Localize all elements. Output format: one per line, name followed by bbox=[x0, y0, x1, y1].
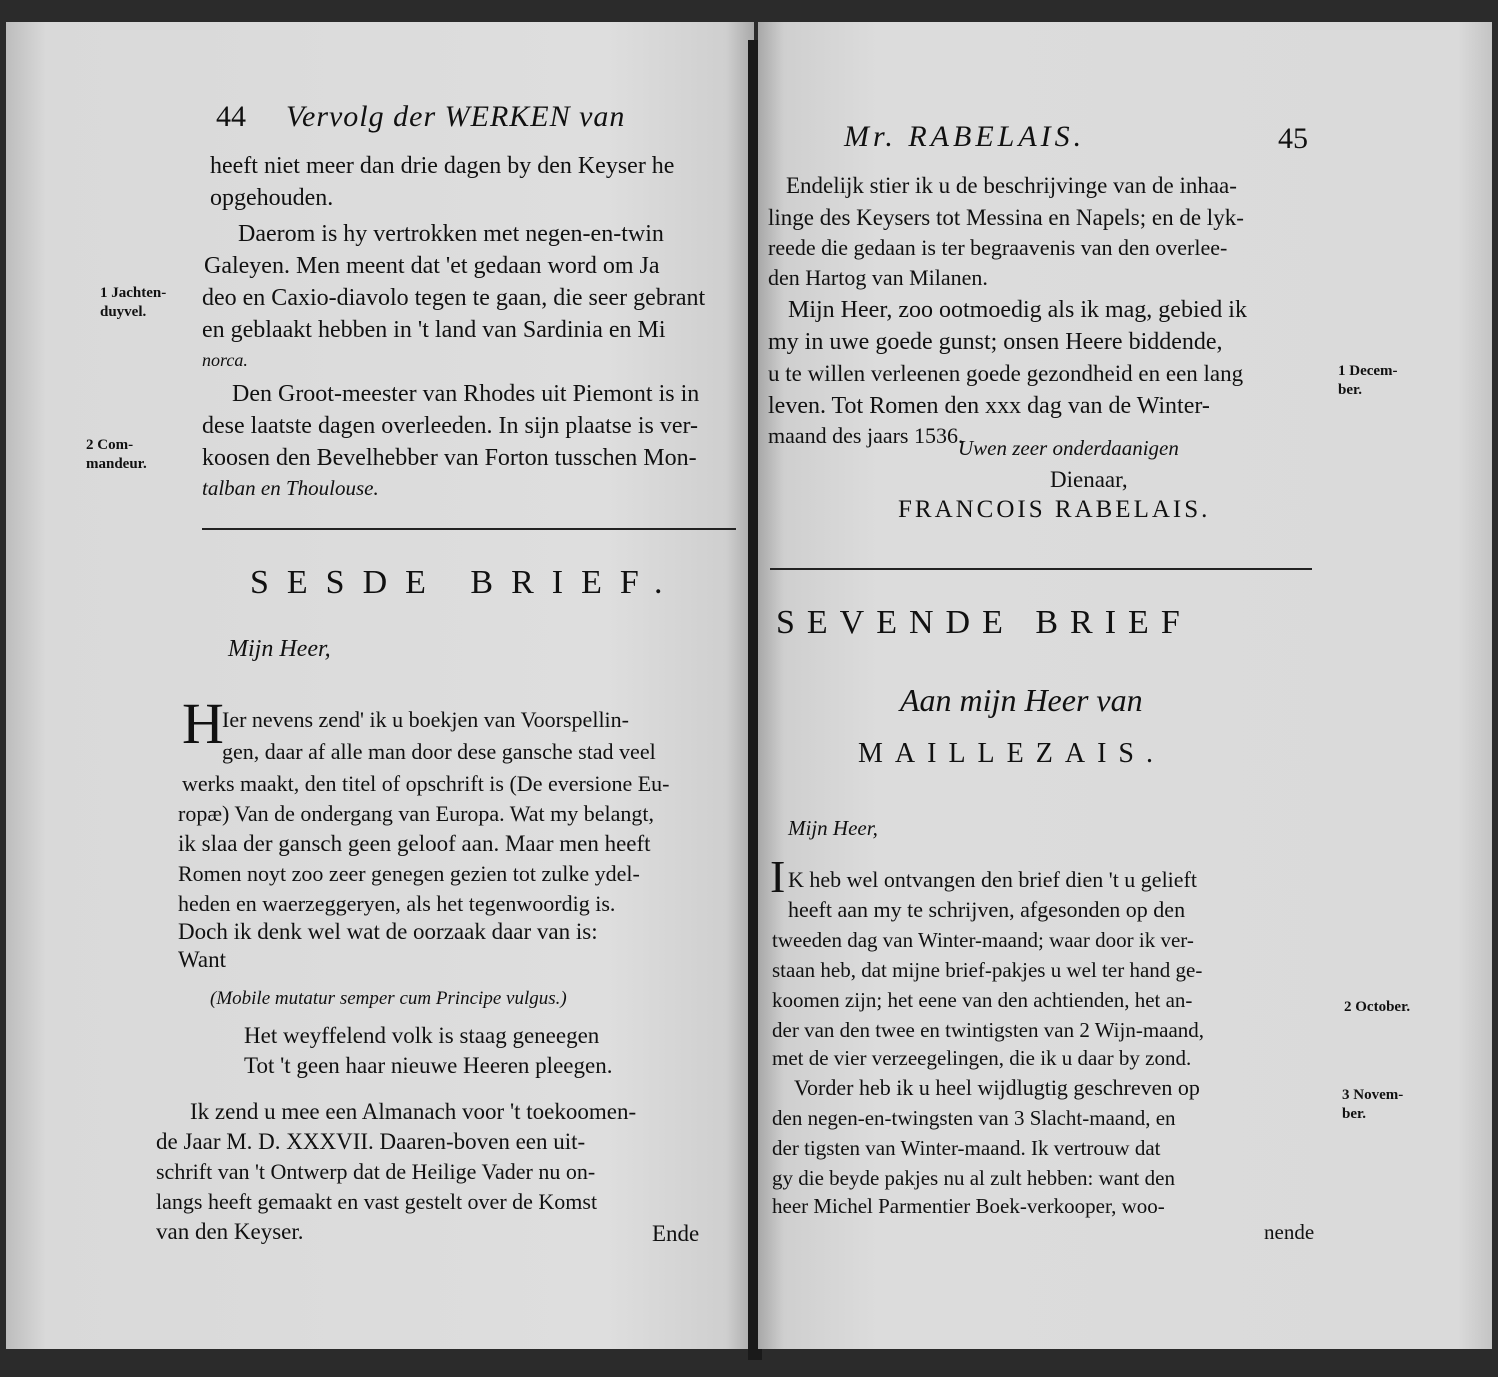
text-line: Galeyen. Men meent dat 'et gedaan word om Ja bbox=[204, 253, 660, 279]
text-line: schrift van 't Ontwerp dat de Heilige Vader nu on- bbox=[156, 1159, 596, 1184]
addressee: Aan mijn Heer van bbox=[900, 682, 1143, 718]
text-line: koosen den Bevelhebber van Forton tusschen Mon- bbox=[202, 445, 697, 471]
right-page bbox=[758, 22, 1492, 1349]
salutation-right: Mijn Heer, bbox=[788, 816, 878, 840]
catchword-left: Ende bbox=[652, 1221, 700, 1246]
text-line: den Hartog van Milanen. bbox=[768, 265, 988, 290]
margin-note-line: 3 Novem- bbox=[1342, 1087, 1404, 1103]
margin-note-line: ber. bbox=[1342, 1106, 1367, 1122]
text-line: norca. bbox=[202, 350, 248, 370]
text-line: u te willen verleenen goede gezondheid en een lang bbox=[768, 361, 1244, 386]
text-line: langs heeft gemaakt en vast gestelt over de Komst bbox=[156, 1189, 598, 1214]
text-line: gy die beyde pakjes nu al zult hebben: want den bbox=[772, 1166, 1175, 1190]
signature: FRANCOIS RABELAIS. bbox=[898, 496, 1211, 523]
margin-note-line: 1 Jachten- bbox=[100, 285, 167, 301]
text-line: van den Keyser. bbox=[156, 1219, 304, 1244]
margin-note-line: 2 Com- bbox=[86, 437, 134, 453]
text-line: deo en Caxio-diavolo tegen te gaan, die seer gebrant bbox=[202, 285, 706, 311]
text-line: met de vier verzeegelingen, die ik u daar by zond. bbox=[772, 1046, 1192, 1070]
text-line: en geblaakt hebben in 't land van Sardinia en Mi bbox=[202, 317, 666, 343]
addressee-name: MAILLEZAIS. bbox=[858, 738, 1165, 769]
text-line: Mijn Heer, zoo ootmoedig als ik mag, gebied ik bbox=[788, 297, 1247, 323]
text-line: Endelijk stier ik u de beschrijvinge van de inhaa- bbox=[786, 173, 1237, 198]
text-line: heden en waerzeggeryen, als het tegenwoordig is. bbox=[178, 891, 616, 916]
text-line: heer Michel Parmentier Boek-verkooper, woo- bbox=[772, 1194, 1165, 1218]
section-title-right: SEVENDE BRIEF bbox=[776, 604, 1192, 641]
catchword-right: nende bbox=[1264, 1220, 1315, 1244]
text-line: K heb wel ontvangen den brief dien 't u gelieft bbox=[788, 867, 1197, 892]
text-line: heeft aan my te schrijven, afgesonden op den bbox=[788, 897, 1186, 922]
text-line: staan heb, dat mijne brief-pakjes u wel ter hand ge- bbox=[772, 958, 1203, 982]
running-head-right: Mr. RABELAIS. bbox=[844, 120, 1086, 153]
text-line: opgehouden. bbox=[210, 185, 334, 211]
text-line: my in uwe goede gunst; onsen Heere biddende, bbox=[768, 329, 1223, 355]
text-line: Ik zend u mee een Almanach voor 't toekoomen- bbox=[190, 1099, 637, 1124]
text-line: ropæ) Van de ondergang van Europa. Wat my belangt, bbox=[178, 801, 655, 826]
text-line: linge des Keysers tot Messina en Napels; en de lyk- bbox=[768, 205, 1244, 230]
text-line: maand des jaars 1536. bbox=[768, 423, 964, 448]
text-line: ik slaa der gansch geen geloof aan. Maar men heeft bbox=[178, 831, 651, 856]
text-line: talban en Thoulouse. bbox=[202, 476, 379, 500]
salutation-left: Mijn Heer, bbox=[228, 636, 331, 662]
signoff: Uwen zeer onderdaanigen bbox=[958, 436, 1179, 460]
left-page bbox=[6, 22, 754, 1349]
text-line: werks maakt, den titel of opschrift is (De eversione Eu- bbox=[182, 771, 670, 796]
margin-note-line: ber. bbox=[1338, 382, 1363, 398]
margin-note bbox=[1344, 998, 1410, 1017]
text-line: Vorder heb ik u heel wijdlugtig geschreven op bbox=[794, 1075, 1200, 1100]
text-line: heeft niet meer dan drie dagen by den Keyser he bbox=[210, 153, 675, 179]
page-number-right: 45 bbox=[1278, 122, 1308, 155]
text-line: leven. Tot Romen den xxx dag van de Winter- bbox=[768, 393, 1210, 419]
text-line: der van den twee en twintigsten van 2 Wijn-maand, bbox=[772, 1018, 1205, 1042]
margin-note-line: 2 October. bbox=[1344, 999, 1411, 1015]
text-line: Doch ik denk wel wat de oorzaak daar van is: bbox=[178, 919, 598, 944]
drop-cap: H bbox=[182, 691, 224, 756]
text-line: Romen noyt zoo zeer genegen gezien tot zulke ydel- bbox=[178, 861, 640, 886]
text-line: koomen zijn; het eene van den achtienden, het an- bbox=[772, 988, 1193, 1012]
margin-note bbox=[1338, 362, 1398, 400]
text-line: Den Groot-meester van Rhodes uit Piemont is in bbox=[232, 381, 700, 407]
text-line: gen, daar af alle man door dese gansche stad veel bbox=[222, 739, 656, 764]
drop-cap: I bbox=[770, 851, 786, 902]
latin-quote: (Mobile mutatur semper cum Principe vulgus.) bbox=[210, 988, 567, 1009]
running-head-left: Vervolg der WERKEN van bbox=[286, 100, 626, 133]
text-line: reede die gedaan is ter begraavenis van den overlee- bbox=[768, 235, 1228, 260]
margin-note-line: duyvel. bbox=[100, 304, 147, 320]
margin-note-line: 1 Decem- bbox=[1338, 363, 1398, 379]
text-line: tweeden dag van Winter-maand; waar door ik ver- bbox=[772, 928, 1194, 952]
margin-note bbox=[100, 284, 166, 322]
text-line: dese laatste dagen overleeden. In sijn plaatse is ver- bbox=[202, 413, 698, 439]
section-rule bbox=[770, 568, 1312, 570]
verse-line: Het weyffelend volk is staag geneegen bbox=[244, 1023, 600, 1048]
text-line: de Jaar M. D. XXXVII. Daaren-boven een uit- bbox=[156, 1129, 586, 1154]
text-line: Want bbox=[178, 947, 226, 972]
text-line: Ier nevens zend' ik u boekjen van Voorspellin- bbox=[222, 707, 629, 732]
verse-line: Tot 't geen haar nieuwe Heeren pleegen. bbox=[244, 1053, 613, 1078]
text-line: der tigsten van Winter-maand. Ik vertrouw dat bbox=[772, 1136, 1161, 1160]
section-title-left: SESDE BRIEF. bbox=[250, 564, 681, 601]
servant: Dienaar, bbox=[1050, 467, 1128, 492]
page-number-left: 44 bbox=[216, 100, 246, 133]
section-rule bbox=[202, 528, 736, 530]
margin-note bbox=[1342, 1086, 1403, 1124]
text-line: Daerom is hy vertrokken met negen-en-twin bbox=[238, 221, 664, 247]
text-line: den negen-en-twingsten van 3 Slacht-maand, en bbox=[772, 1106, 1176, 1130]
margin-note bbox=[86, 436, 147, 474]
margin-note-line: mandeur. bbox=[86, 456, 147, 472]
